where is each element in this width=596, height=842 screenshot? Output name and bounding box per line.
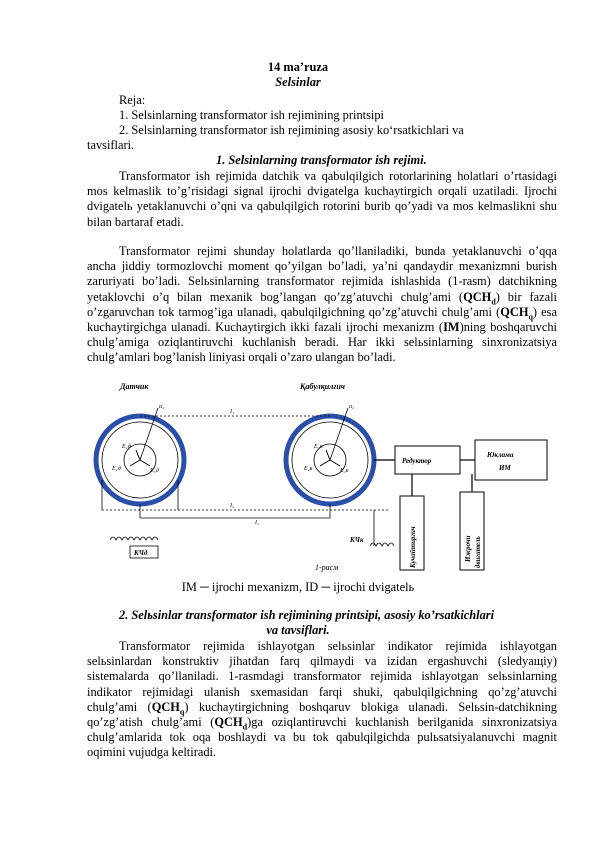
svg-text:α₂: α₂ — [349, 404, 355, 410]
plan-item-2-cont: tavsiflari. — [87, 138, 135, 152]
section1-heading: 1. Selsinlarning transformator ish rejimi. — [216, 153, 427, 167]
svg-text:I₃: I₃ — [255, 520, 260, 526]
figure-caption: 1-расм — [315, 563, 339, 572]
receiver-label: Қабулқилгич — [300, 382, 345, 391]
svg-text:E₃д: E₃д — [150, 468, 159, 474]
svg-text:E₂д: E₂д — [112, 466, 121, 472]
svg-text:α₁: α₁ — [159, 404, 165, 410]
reducer-label: Редуктор — [402, 457, 432, 465]
lecture-subtitle: Selsinlar — [275, 75, 321, 89]
exec-motor-label-1: Ижрочи — [464, 535, 472, 562]
section2-heading-line1: 2. Selьsinlar transformator ish rejimining printsipi, asosiy ko’rsatkichlari — [119, 608, 495, 622]
svg-text:I₂: I₂ — [230, 503, 235, 509]
lecture-title: 14 ma’ruza — [267, 60, 329, 74]
receiver-selsin — [286, 408, 374, 504]
load-label-2: ИМ — [499, 464, 511, 472]
selsin-schematic-figure — [90, 380, 550, 576]
section1-paragraph-1: Transformator ish rejimida datchik va qabulqilgich rotorlarining holatlari o’rtasidagi mos kelmaslik to’g’risidagi signal ijrochi dvigatelga kuchaytirgich orqali uzatiladi. Ijrochi dvigatelь yetaklanuvchi o’qni va qabulqilgich rotorini burib qo’yadi va mos kelmaslikni shu bilan bartaraf etadi. — [87, 169, 557, 229]
sensor-label: Датчик — [120, 382, 149, 391]
load-label-1: Юклама — [487, 451, 514, 459]
svg-text:E₁к: E₁к — [314, 444, 323, 450]
sensor-selsin — [96, 408, 184, 504]
svg-text:E₂к: E₂к — [304, 466, 313, 472]
plan-item-1: 1. Selsinlarning transformator ish rejimining printsipi — [119, 108, 384, 122]
section2-paragraph: Transformator rejimida ishlayotgan selьsinlar indikator rejimida ishlayotgan selьsinlardan konstruktiv jihatdan farq qilmaydi va izidan ergashuvchi (sledyaщiy) sistemalarda qo’llaniladi. 1-rasmdagi transformator rejimida ishlayotgan selьsinlarning indikator rejimidagi ulanish sxemasidan farqi shuki, qabulqilgichning qo’zg’atuvchi chulg’ami $(QCH_q)$ kuchaytirgichning boshqaruv blokiga ulanadi. Selьsin-datchikning qo’zg’atish chulg’ami $(QCH_d)ga$ oziqlantiruvchi kuchlanish berilganida sinxronizatsiya chulg’amlarida tok oqa boshlaydi va bu tok qabulqilgichda pulьsatsiyalanuvchi magnit oqimini vujudga keltiradi. — [87, 639, 558, 760]
plan-item-2: 2. Selsinlarning transformator ish rejimining asosiy ko‘rsatkichlari va — [119, 123, 464, 137]
svg-text:I₁: I₁ — [230, 409, 235, 415]
kchd-label: КЧд — [134, 549, 148, 557]
section2-heading-line2: va tavsiflari. — [266, 623, 330, 637]
amplifier-label: Кучайтиргич — [409, 526, 417, 568]
svg-text:E₃к: E₃к — [340, 468, 349, 474]
plan-label: Reja: — [119, 93, 146, 107]
exec-motor-label-2: двигатель — [474, 536, 482, 568]
section1-paragraph-2: Transformator rejimi shunday holatlarda qo’llaniladiki, bunda yetaklanuvchi o’qqa ancha jiddiy tormozlovchi moment qo’yilgan bo’ladi, ya’ni qandaydir mexanizmni burish zaruriyati bo’ladi. Selьsinlarning transformator rejimida ishlashida (1-rasm) datchikning yetaklovchi o’q bilan mexanik bog’langan qo’zg’atuvchi chulg’ami $(QCH_d)$ bir fazali o’zgaruvchan tok tarmog’iga ulanadi, qabulqilgichning qo’zg’atuvchi chulg’ami $(QCH_q)$ esa kuchaytirgichga ulanadi. Kuchaytirgich ikki fazali ijrochi mexanizm (IM)ning boshqaruvchi chulg’amiga oziqlantiruvchi kuchlanish beradi. Har ikki selьsinlarning sinxronizatsiya chulg’amlari bog’lanish liniyasi orqali o’zaro ulangan bo’ladi. — [87, 244, 557, 365]
figure-legend: IM ─ ijrochi mexanizm, ID ─ ijrochi dvigatelь — [181, 580, 415, 594]
excitation-coils — [110, 510, 394, 558]
kchk-label: КЧк — [350, 536, 364, 544]
svg-text:E₁д: E₁д — [122, 444, 131, 450]
